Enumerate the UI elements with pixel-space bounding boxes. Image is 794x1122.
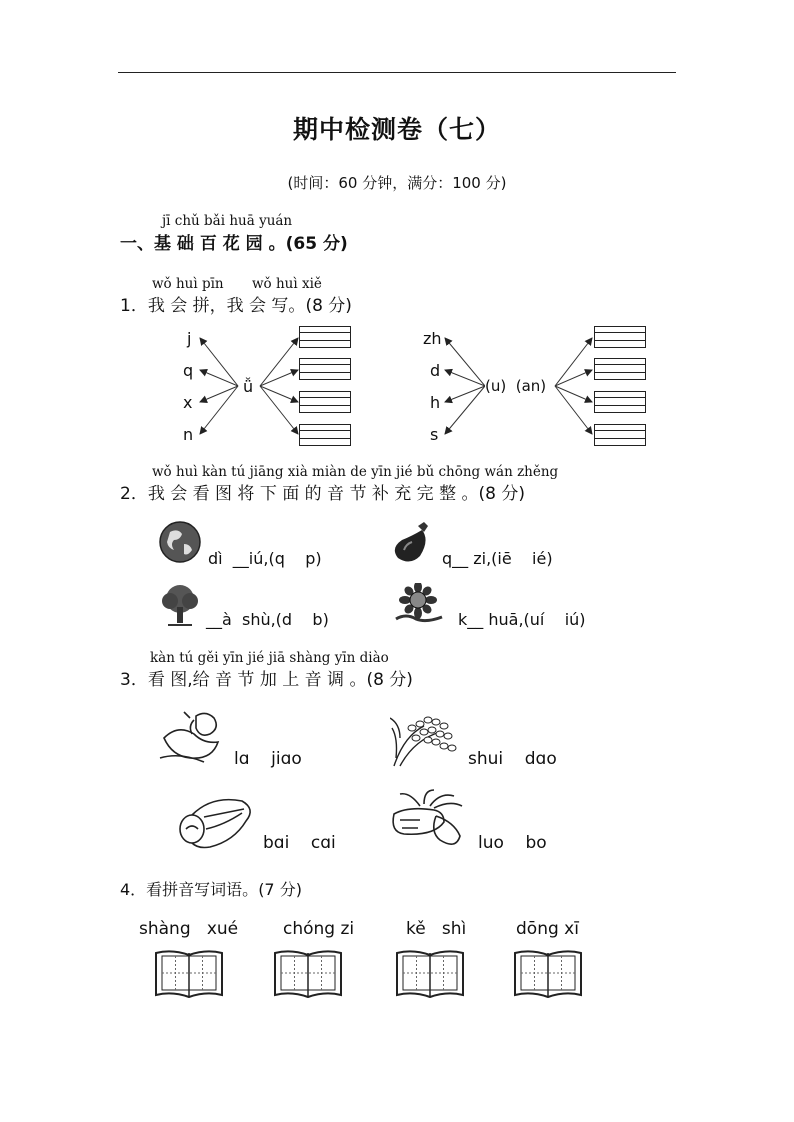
- q1-pinyin-a: wǒ huì pīn: [152, 276, 224, 292]
- q1-score: (8 分): [305, 296, 352, 316]
- q1-right-answer-box-2[interactable]: [594, 358, 646, 380]
- q4-word-2: chóng zi: [283, 919, 355, 939]
- q1-right-letter-3: h: [430, 393, 441, 412]
- q1-right-answer-box-1[interactable]: [594, 326, 646, 348]
- section1-text: 基 础 百 花 园 。: [154, 234, 286, 254]
- q1-left-letter-2: q: [183, 361, 194, 380]
- q1-left-letter-3: x: [183, 393, 193, 412]
- sunflower-icon: [392, 583, 448, 627]
- section1-heading: [120, 229, 348, 254]
- page-subtitle: (时间：60 分钟，满分：100 分): [287, 174, 507, 192]
- q3-item-3-text: bɑi cɑi: [263, 833, 336, 853]
- section1-pinyin: jī chǔ bǎi huā yuán: [162, 213, 293, 229]
- q2-pinyin: wǒ huì kàn tú jiāng xià miàn de yīn jié bǔ chōng wán zhěng: [152, 464, 559, 480]
- q1-left-letter-4: n: [183, 425, 194, 444]
- q2-score: (8 分): [478, 484, 525, 504]
- q2-item-2-text: q__ zi,(iē ié): [442, 549, 553, 568]
- q3-pinyin: kàn tú gěi yīn jié jiā shàng yīn diào: [150, 650, 389, 666]
- q4-word-3: kě shì: [406, 919, 467, 939]
- writing-grid-book-3[interactable]: [395, 947, 465, 999]
- eggplant-icon: [392, 520, 436, 566]
- q4-word-4: dōng xī: [516, 919, 579, 939]
- pepper-icon: [156, 708, 226, 768]
- q1-heading: [120, 291, 352, 316]
- q3-item-4-text: luo bo: [478, 833, 547, 853]
- q2-text: 2．我 会 看 图 将 下 面 的 音 节 补 充 完 整 。: [120, 484, 479, 504]
- tree-icon: [158, 583, 202, 627]
- section1-prefix: 一、: [120, 234, 154, 254]
- radish-icon: [390, 788, 466, 852]
- q3-text: 3．看 图,给 音 节 加 上 音 调 。: [120, 670, 367, 690]
- section1-score: (65 分): [285, 234, 348, 254]
- q1-left-answer-box-1[interactable]: [299, 326, 351, 348]
- globe-icon: [158, 520, 202, 564]
- q1-right-answer-box-3[interactable]: [594, 391, 646, 413]
- q2-item-3-text: __à shù,(d b): [206, 610, 329, 629]
- q1-pinyin-b: wǒ huì xiě: [252, 276, 322, 292]
- q1-right-center: (u) (an): [485, 377, 547, 395]
- writing-grid-book-4[interactable]: [513, 947, 583, 999]
- q3-item-2-text: shui dɑo: [468, 749, 557, 769]
- q1-right-letter-1: zh: [423, 329, 442, 348]
- writing-grid-book-1[interactable]: [154, 947, 224, 999]
- rice-icon: [390, 708, 460, 768]
- q1-left-answer-box-4[interactable]: [299, 424, 351, 446]
- top-rule: [118, 72, 676, 73]
- q2-heading: [120, 479, 525, 504]
- writing-grid-book-2[interactable]: [273, 947, 343, 999]
- q3-item-1-text: lɑ jiɑo: [234, 749, 302, 769]
- q1-text: 1．我 会 拼，我 会 写。: [120, 296, 306, 316]
- q4-heading: [120, 877, 302, 900]
- q4-score: (7 分): [258, 880, 302, 899]
- page-title: 期中检测卷（七）: [292, 115, 501, 144]
- q1-left-center: ǚ: [243, 377, 254, 396]
- q4-text: 4．看拼音写词语。: [120, 880, 259, 899]
- q1-right-letter-4: s: [430, 425, 439, 444]
- q1-right-letter-2: d: [430, 361, 441, 380]
- q4-word-1: shàng xué: [139, 919, 239, 939]
- q3-heading: [120, 665, 413, 690]
- q2-item-4-text: k__ huā,(uí iú): [458, 610, 586, 629]
- q1-left-answer-box-3[interactable]: [299, 391, 351, 413]
- q1-left-letter-1: j: [187, 329, 192, 348]
- q2-item-1-text: dì __iú,(q p): [208, 549, 322, 568]
- q1-left-answer-box-2[interactable]: [299, 358, 351, 380]
- q3-score: (8 分): [366, 670, 413, 690]
- q1-right-answer-box-4[interactable]: [594, 424, 646, 446]
- cabbage-icon: [176, 793, 258, 851]
